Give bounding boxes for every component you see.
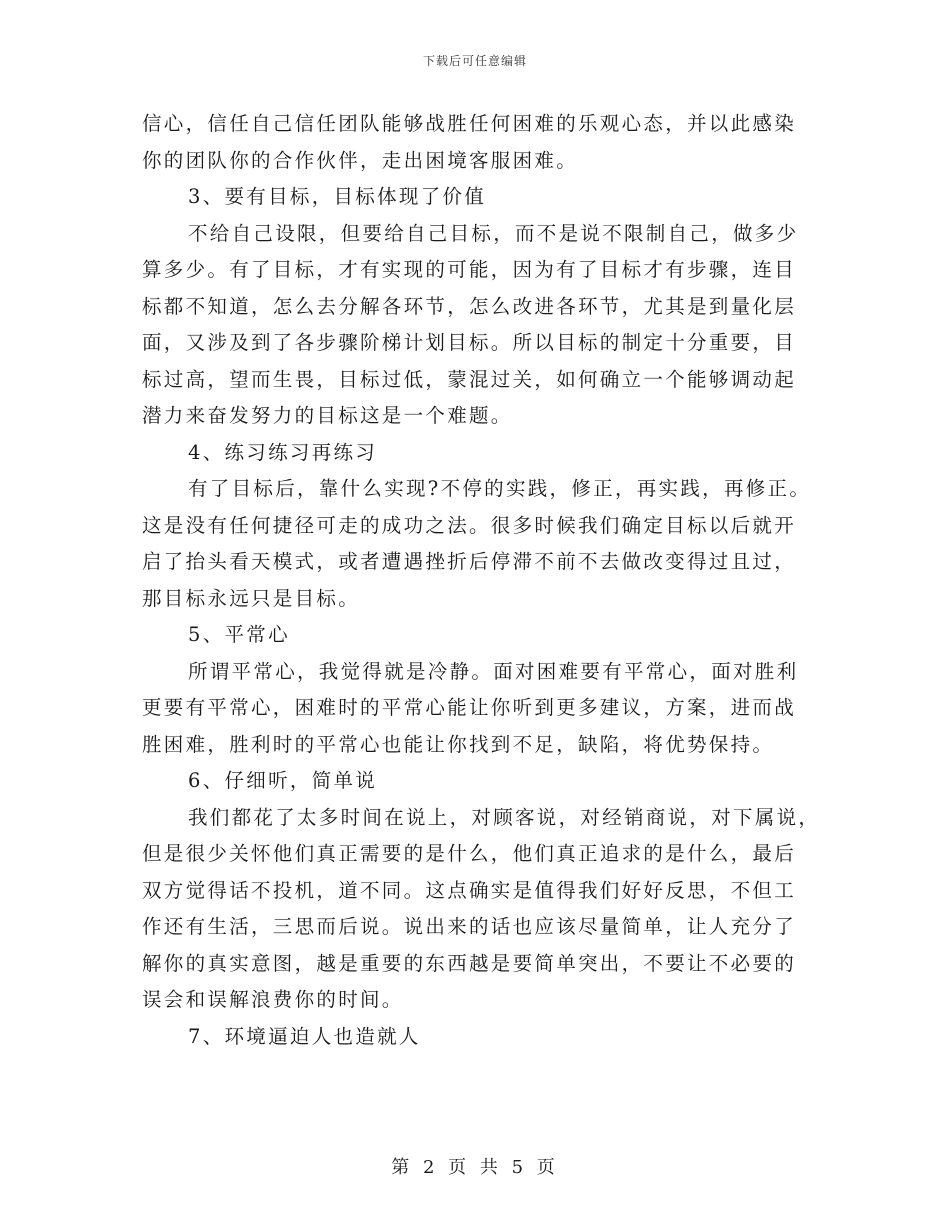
text-line: 不给自己设限，但要给自己目标，而不是说不限制自己，做多少 [188,221,799,245]
text-line: 所谓平常心，我觉得就是冷静。面对困难要有平常心，面对胜利 [188,659,799,683]
text-line: 6、仔细听，简单说 [188,769,378,792]
text-line: 更要有平常心，困难时的平常心能让你听到更多建议，方案，进而战 [142,696,797,719]
text-line: 启了抬头看天模式，或者遭遇挫折后停滞不前不去做改变得过且过， [142,550,797,573]
text-line: 5、平常心 [188,623,290,646]
text-line: 算多少。有了目标，才有实现的可能，因为有了目标才有步骤，连目 [142,258,797,281]
document-body [142,106,821,1055]
text-line: 你的团队你的合作伙伴，走出困境客服困难。 [142,148,579,172]
text-line: 我们都花了太多时间在说上，对顾客说，对经销商说，对下属说， [188,805,821,829]
text-line: 有了目标后，靠什么实现?不停的实践，修正，再实践，再修正。 [188,477,812,500]
text-line: 作还有生活，三思而后说。说出来的话也应该尽量简单，让人充分了 [142,915,797,938]
text-line: 4、练习练习再练习 [188,440,378,464]
text-line: 这是没有任何捷径可走的成功之法。很多时候我们确定目标以后就开 [142,513,797,537]
text-line: 标过高，望而生畏，目标过低，蒙混过关，如何确立一个能够调动起 [142,367,797,391]
text-line: 信心，信任自己信任团队能够战胜任何困难的乐观心态，并以此感染 [142,112,797,135]
text-line: 解你的真实意图，越是重要的东西越是要简单突出，不要让不必要的 [142,951,797,975]
text-line: 胜困难，胜利时的平常心也能让你找到不足，缺陷，将优势保持。 [142,732,775,756]
text-line: 标都不知道，怎么去分解各环节，怎么改进各环节，尤其是到量化层 [142,294,797,318]
text-line: 面，又涉及到了各步骤阶梯计划目标。所以目标的制定十分重要，目 [142,331,797,354]
page-footer: 第 2 页 共 5 页 [391,1157,559,1178]
text-line: 3、要有目标，目标体现了价值 [188,185,487,208]
text-line: 双方觉得话不投机，道不同。这点确实是值得我们好好反思，不但工 [142,878,797,902]
text-line: 那目标永远只是目标。 [142,586,361,610]
text-line: 潜力来奋发努力的目标这是一个难题。 [142,404,513,427]
page-header: 下载后可任意编辑 [422,54,527,68]
text-line: 但是很少关怀他们真正需要的是什么，他们真正追求的是什么，最后 [142,842,797,865]
text-line: 7、环境逼迫人也造就人 [188,1024,421,1048]
text-line: 误会和误解浪费你的时间。 [142,988,404,1011]
